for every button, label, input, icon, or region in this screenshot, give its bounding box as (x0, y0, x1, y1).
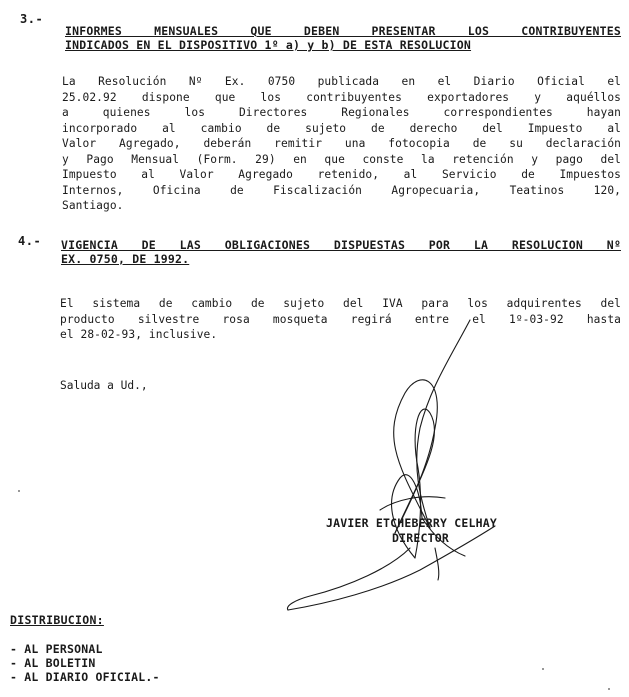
handwritten-signature (270, 318, 500, 618)
paragraph-line: a quienes los Directores Regionales correspondientes hayan (62, 106, 621, 119)
scan-speck (18, 490, 20, 492)
list-item: - AL BOLETIN (10, 656, 160, 670)
paragraph-line: Valor Agregado, deberán remitir una fotocopia de su declaración (62, 137, 621, 150)
closing-greeting: Saluda a Ud., (60, 379, 148, 392)
paragraph-line: 25.02.92 dispone que los contribuyentes exportadores y aquéllos (62, 90, 621, 104)
section-4-number: 4.- (18, 234, 42, 248)
list-item: - AL DIARIO OFICIAL.- (10, 670, 160, 684)
scan-speck (608, 688, 610, 690)
section-3-heading-line: INFORMES MENSUALES QUE DEBEN PRESENTAR LOS CONTRIBUYENTES (65, 24, 621, 38)
section-4-heading-line: VIGENCIA DE LAS OBLIGACIONES DISPUESTAS POR LA RESOLUCION Nº (61, 238, 621, 252)
paragraph-line: el 28-02-93, inclusive. (60, 328, 218, 341)
list-item: - AL PERSONAL (10, 642, 160, 656)
section-4-heading-line: EX. 0750, DE 1992. (61, 252, 190, 266)
section-3-heading-line: INDICADOS EN EL DISPOSITIVO 1º a) y b) DE ESTA RESOLUCION (65, 38, 472, 52)
distribution-list (10, 642, 160, 684)
section-3-number: 3.- (20, 12, 44, 26)
paragraph-line: La Resolución Nº Ex. 0750 publicada en el Diario Oficial el (62, 75, 621, 88)
paragraph-line: y Pago Mensual (Form. 29) en que conste la retención y pago del (62, 152, 621, 166)
signatory-title: DIRECTOR (392, 531, 449, 545)
scan-speck (542, 668, 544, 670)
paragraph-line: Santiago. (62, 199, 124, 212)
section-3-paragraph (62, 74, 621, 214)
paragraph-line: producto silvestre rosa mosqueta regirá entre el 1º-03-92 hasta (60, 312, 621, 326)
section-4-heading (61, 238, 621, 266)
distribution-heading: DISTRIBUCION: (10, 613, 104, 627)
paragraph-line: incorporado al cambio de sujeto de derecho del Impuesto al (62, 121, 621, 135)
signatory-name: JAVIER ETCHEBERRY CELHAY (326, 516, 497, 530)
section-3-heading (65, 24, 621, 52)
paragraph-line: El sistema de cambio de sujeto del IVA para los adquirentes del (60, 297, 621, 310)
paragraph-line: Impuesto al Valor Agregado retenido, al Servicio de Impuestos (62, 168, 621, 181)
paragraph-line: Internos, Oficina de Fiscalización Agropecuaria, Teatinos 120, (62, 183, 621, 197)
